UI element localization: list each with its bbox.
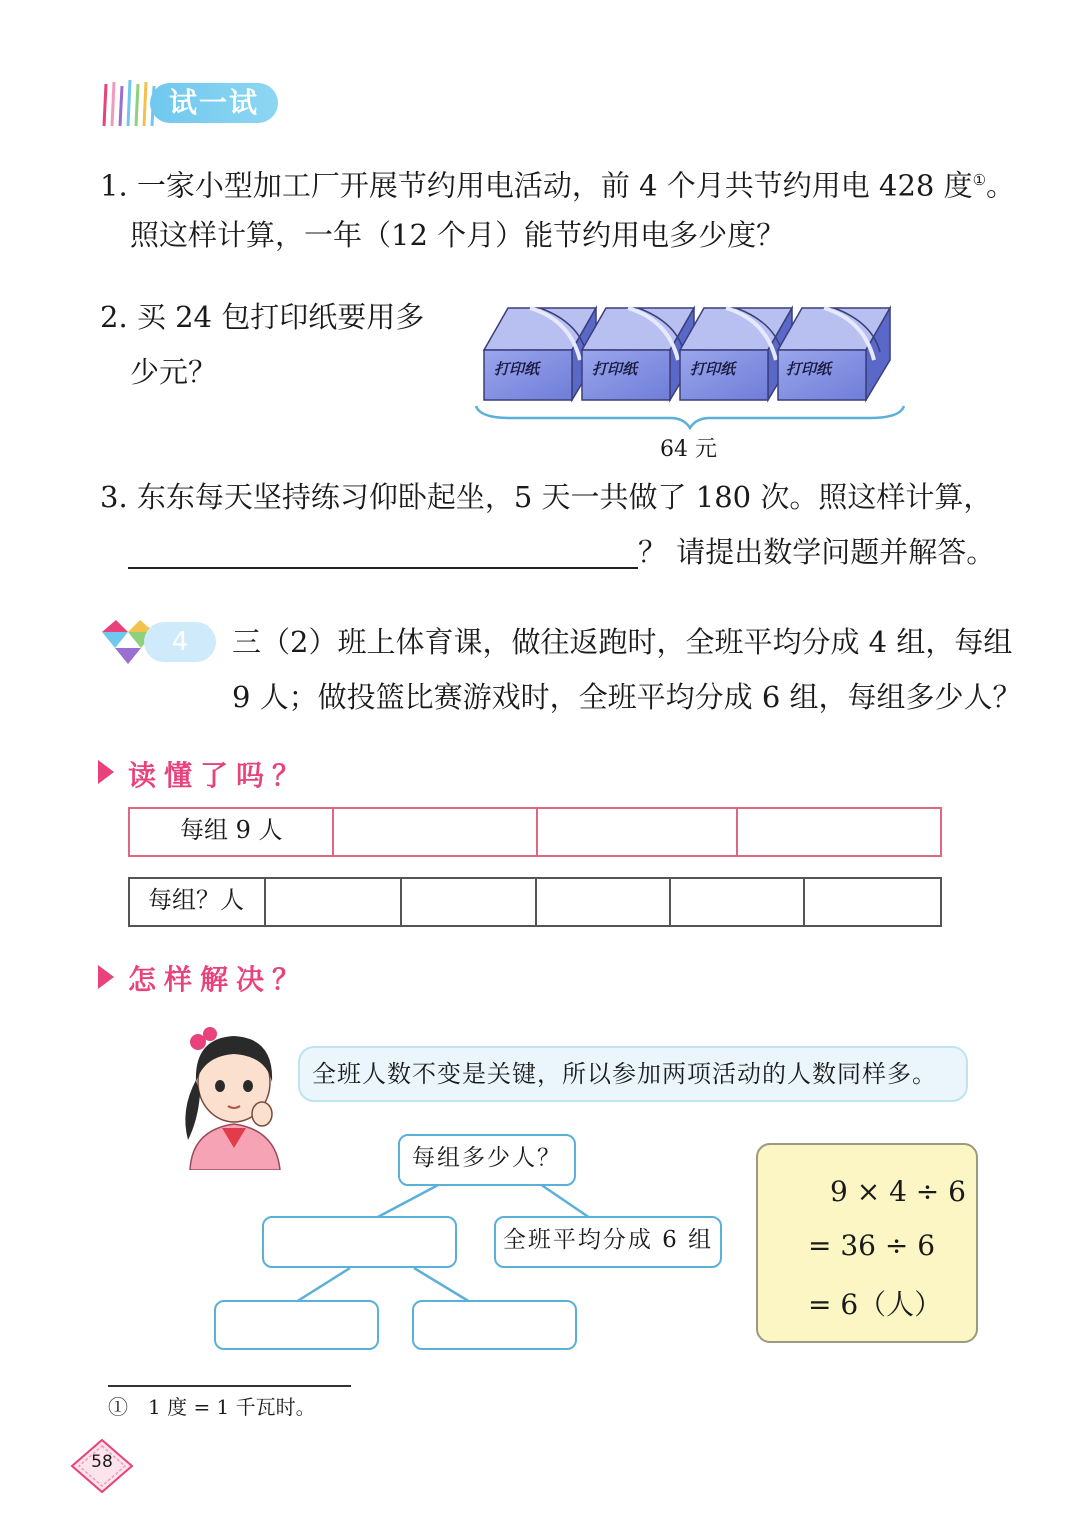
q3-line1: 3. 东东每天坚持练习仰卧起坐，5 天一共做了 180 次。照这样计算，	[100, 480, 993, 514]
footnote-rule	[108, 1385, 351, 1387]
answer-blank-line[interactable]	[128, 567, 638, 569]
strip-cell	[738, 809, 936, 855]
speech-text: 全班人数不变是关键，所以参加两项活动的人数同样多。	[312, 1060, 937, 1088]
tree-top-text: 每组多少人？	[412, 1145, 562, 1171]
try-section-label: 试一试	[150, 83, 278, 123]
calc-line-2: = 36 ÷ 6	[808, 1229, 936, 1262]
brace-icon	[470, 402, 910, 432]
strip-cell	[402, 879, 537, 925]
q1-line2: 照这样计算，一年（12 个月）能节约用电多少度？	[130, 218, 786, 252]
page-number: 58	[91, 1452, 113, 1472]
tree-left-node-blank[interactable]	[262, 1216, 457, 1268]
footnote-text: ① 1 度 = 1 千瓦时。	[108, 1395, 316, 1419]
paper-label-3: 打印纸	[690, 360, 736, 378]
tree-leaf-node-blank-2[interactable]	[412, 1300, 577, 1350]
q1-line1	[100, 160, 1015, 206]
strip-diagram-row-1	[128, 807, 942, 857]
row1-label: 每组 9 人	[180, 816, 283, 844]
example-line1: 三（2）班上体育课，做往返跑时，全班平均分成 4 组，每组	[232, 625, 1013, 659]
strip-diagram-row-2	[128, 877, 942, 927]
footnote-mark: ①	[972, 171, 987, 189]
price-label: 64 元	[660, 437, 717, 462]
q3-line2: ？ 请提出数学问题并解答。	[638, 535, 996, 569]
calculation-box	[756, 1143, 978, 1343]
q2-line2: 少元？	[130, 355, 218, 389]
strip-cell	[266, 879, 402, 925]
paper-label-4: 打印纸	[786, 360, 832, 378]
paper-label-1: 打印纸	[494, 360, 540, 378]
speech-bubble	[298, 1046, 968, 1102]
strip-cell-label	[130, 879, 266, 925]
example-line2: 9 人；做投篮比赛游戏时，全班平均分成 6 组，每组多少人？	[232, 680, 1022, 714]
tree-top-node	[398, 1134, 576, 1186]
tree-right-text: 全班平均分成 6 组	[502, 1227, 714, 1253]
paper-label-2: 打印纸	[592, 360, 638, 378]
calc-line-3: = 6（人）	[808, 1288, 943, 1321]
strip-cell	[537, 879, 671, 925]
strip-cell	[805, 879, 936, 925]
tree-right-node	[494, 1216, 722, 1268]
q1-text: 1. 一家小型加工厂开展节约用电活动，前 4 个月共节约用电 428 度	[100, 168, 973, 203]
row2-label: 每组？人	[148, 886, 244, 914]
q2-line1: 2. 买 24 包打印纸要用多	[100, 300, 425, 334]
solve-section-title: 怎样解决？	[128, 963, 309, 996]
example-badge	[98, 618, 218, 666]
read-section-title: 读懂了吗？	[128, 759, 309, 792]
solve-section-arrow-icon	[98, 965, 114, 989]
example-number: 4	[144, 622, 216, 662]
strip-cell	[334, 809, 538, 855]
strip-cell	[671, 879, 805, 925]
strip-cell	[538, 809, 738, 855]
printing-paper-illustration	[470, 300, 910, 470]
read-section-arrow-icon	[98, 760, 114, 784]
try-section-badge	[100, 78, 280, 128]
tree-leaf-node-blank-1[interactable]	[214, 1300, 379, 1350]
calc-line-1: 9 × 4 ÷ 6	[830, 1175, 966, 1208]
strip-cell-label	[130, 809, 334, 855]
q1-period: 。	[986, 168, 1016, 203]
